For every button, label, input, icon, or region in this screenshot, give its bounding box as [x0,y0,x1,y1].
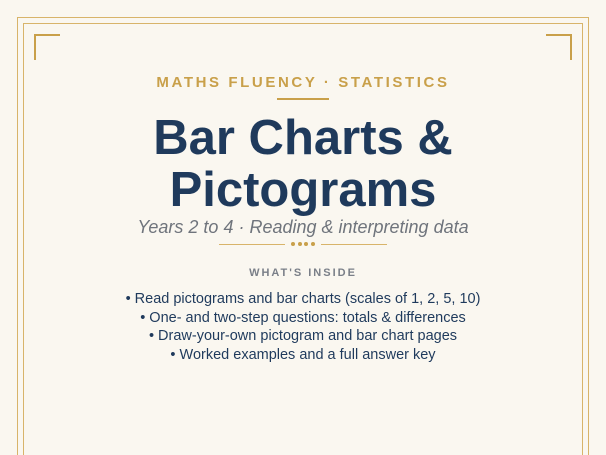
feature-item: • Read pictograms and bar charts (scales of 1, 2, 5, 10) [0,290,606,309]
feature-item: • Draw-your-own pictogram and bar chart pages [0,327,606,346]
cover-subtitle: Years 2 to 4 · Reading & interpreting data [137,217,469,237]
corner-ornament-top-right [546,34,572,60]
divider-dot [304,242,308,246]
divider-dot [298,242,302,246]
features-list [0,290,606,364]
divider-dot [291,242,295,246]
cover-title-line-2: Pictograms [169,163,437,217]
category-eyebrow: MATHS FLUENCY · STATISTICS [156,74,450,91]
divider-dot [311,242,315,246]
eyebrow-underline [277,98,329,100]
feature-item: • One- and two-step questions: totals & differences [0,309,606,328]
feature-item: • Worked examples and a full answer key [0,346,606,365]
corner-ornament-top-left [34,34,60,60]
divider-rule-right [321,244,387,245]
whats-inside-heading: WHAT'S INSIDE [249,267,357,279]
divider-dots-ornament [291,242,315,247]
cover-title [0,112,606,216]
divider-rule-left [219,244,285,245]
cover-title-line-1: Bar Charts & [153,111,453,165]
